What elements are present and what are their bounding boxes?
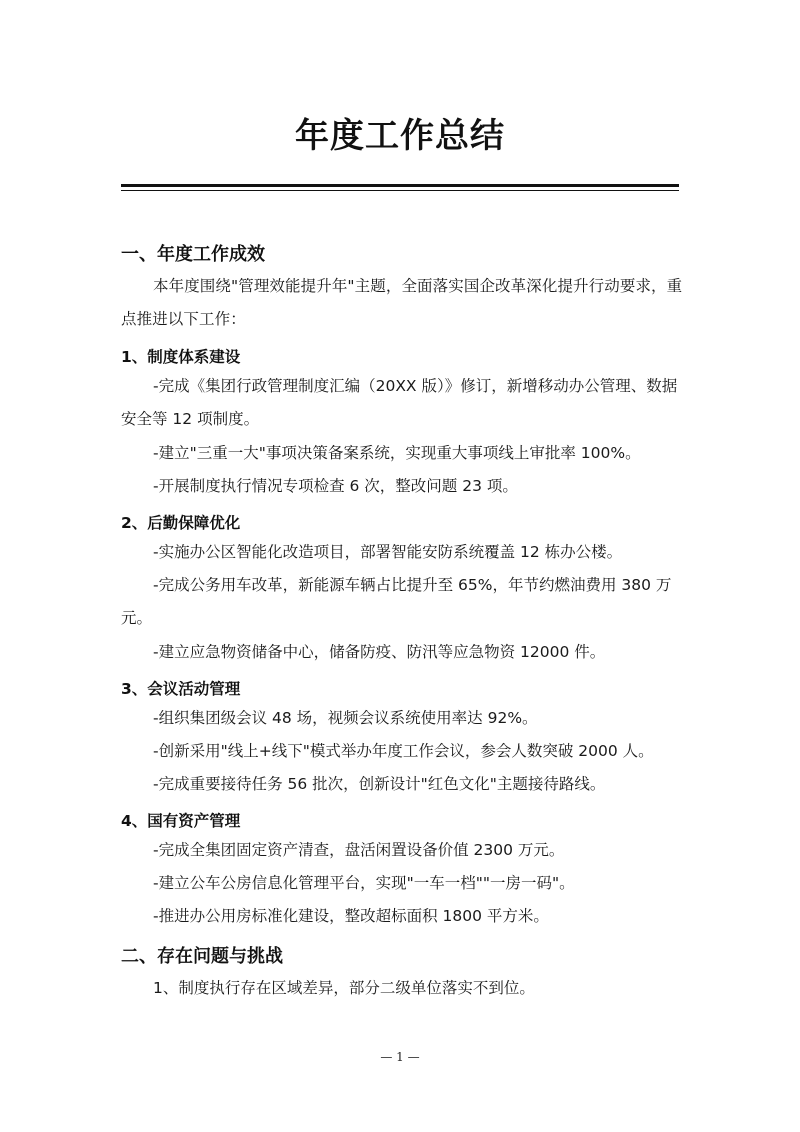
subheading-system-building: 1、制度体系建设 xyxy=(121,348,241,366)
list-item: -开展制度执行情况专项检查 6 次，整改问题 23 项。 xyxy=(153,477,518,495)
section-heading-problems: 二、存在问题与挑战 xyxy=(121,946,283,967)
list-item: -完成重要接待任务 56 批次，创新设计"红色文化"主题接待路线。 xyxy=(153,775,606,793)
list-item: -建立公车公房信息化管理平台，实现"一车一档""一房一码"。 xyxy=(153,874,575,892)
list-item: -完成全集团固定资产清查，盘活闲置设备价值 2300 万元。 xyxy=(153,841,565,859)
document-title: 年度工作总结 xyxy=(295,116,505,156)
list-item: -完成公务用车改革，新能源车辆占比提升至 65%，年节约燃油费用 380 万元。 xyxy=(121,576,672,627)
title-divider-thick xyxy=(121,184,679,187)
subheading-state-assets: 4、国有资产管理 xyxy=(121,812,241,830)
list-item: -实施办公区智能化改造项目，部署智能安防系统覆盖 12 栋办公楼。 xyxy=(153,543,623,561)
list-item: -建立"三重一大"事项决策备案系统，实现重大事项线上审批率 100%。 xyxy=(153,444,641,462)
title-divider-thin xyxy=(121,190,679,191)
list-item: -组织集团级会议 48 场，视频会议系统使用率达 92%。 xyxy=(153,709,538,727)
list-item: 1、制度执行存在区域差异，部分二级单位落实不到位。 xyxy=(153,979,535,997)
page-number: — 1 — xyxy=(380,1050,420,1064)
subheading-meetings: 3、会议活动管理 xyxy=(121,680,241,698)
section-heading-achievements: 一、年度工作成效 xyxy=(121,244,265,265)
list-item: -创新采用"线上+线下"模式举办年度工作会议，参会人数突破 2000 人。 xyxy=(153,742,654,760)
list-item: -建立应急物资储备中心，储备防疫、防汛等应急物资 12000 件。 xyxy=(153,643,606,661)
subheading-logistics: 2、后勤保障优化 xyxy=(121,514,241,532)
list-item: -推进办公用房标准化建设，整改超标面积 1800 平方米。 xyxy=(153,907,549,925)
list-item: -完成《集团行政管理制度汇编（20XX 版）》修订，新增移动办公管理、数据安全等 12 项制度。 xyxy=(121,377,678,428)
section-intro-paragraph: 本年度围绕"管理效能提升年"主题，全面落实国企改革深化提升行动要求，重点推进以下工作： xyxy=(121,277,683,328)
